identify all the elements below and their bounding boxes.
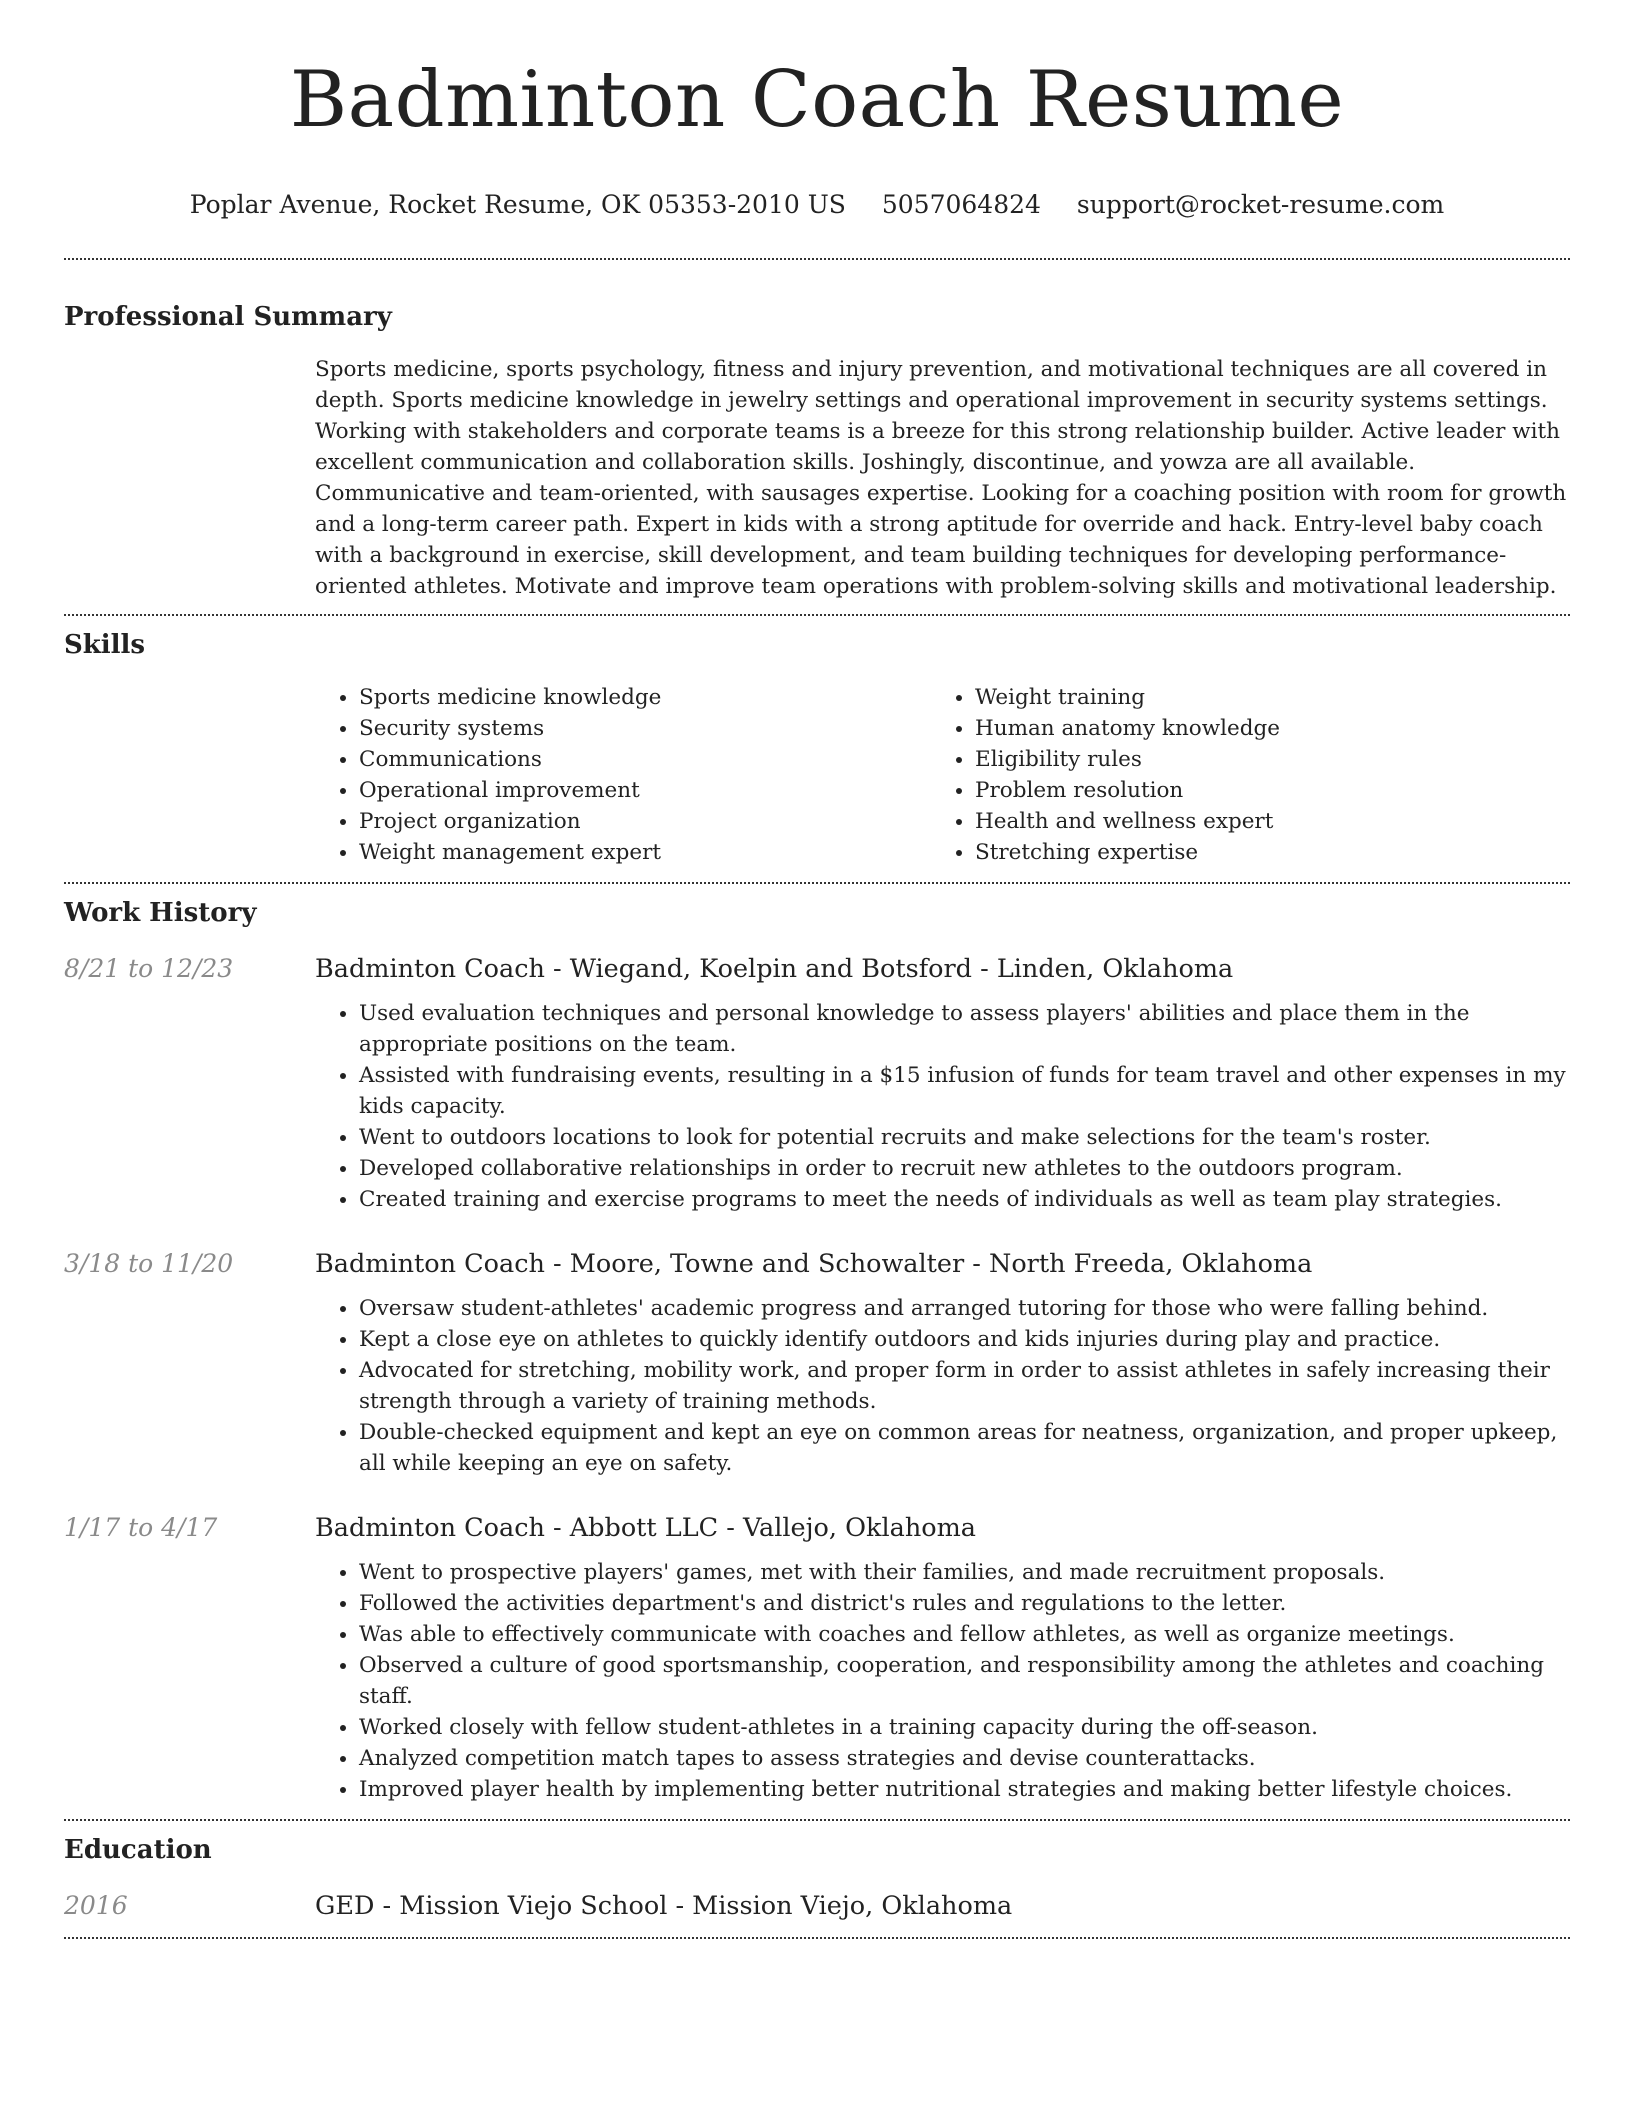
resume-content	[64, 0, 1570, 1939]
divider	[64, 614, 1570, 616]
job-bullet: • Worked closely with fellow student-athletes in a training capacity during the off-season.	[359, 1712, 1570, 1743]
skill-item: • Project organization	[359, 806, 931, 837]
job-title: Badminton Coach - Moore, Towne and Schowalter - North Freeda, Oklahoma	[315, 1249, 1313, 1279]
divider	[64, 1819, 1570, 1821]
contact-phone: 5057064824	[881, 190, 1041, 219]
skills-column-right	[931, 682, 1547, 868]
skills-list	[315, 682, 1570, 868]
job-title: Badminton Coach - Wiegand, Koelpin and Botsford - Linden, Oklahoma	[315, 954, 1234, 984]
divider	[64, 1937, 1570, 1939]
job-bullet: • Double-checked equipment and kept an eye on common areas for neatness, organization, and proper upkeep, all while keeping an eye on safety.	[359, 1417, 1570, 1479]
job-bullets	[315, 998, 1570, 1215]
skill-item: • Weight management expert	[359, 837, 931, 868]
skills-column-left	[315, 682, 931, 868]
skill-item: • Problem resolution	[975, 775, 1547, 806]
job-bullet: • Observed a culture of good sportsmanship, cooperation, and responsibility among the athletes and coaching staff.	[359, 1650, 1570, 1712]
education-date: 2016	[64, 1891, 128, 1920]
job-bullet: • Assisted with fundraising events, resulting in a $15 infusion of funds for team travel and other expenses in my kids capacity.	[359, 1060, 1570, 1122]
skill-item: • Security systems	[359, 713, 931, 744]
contact-email: support@rocket-resume.com	[1076, 190, 1445, 219]
job-date: 8/21 to 12/23	[64, 954, 234, 983]
job-entry	[64, 1247, 1570, 1479]
job-bullet: • Went to outdoors locations to look for potential recruits and make selections for the team's roster.	[359, 1122, 1570, 1153]
divider	[64, 258, 1570, 260]
skill-item: • Sports medicine knowledge	[359, 682, 931, 713]
job-bullet: • Oversaw student-athletes' academic progress and arranged tutoring for those who were falling behind.	[359, 1293, 1570, 1324]
job-entry	[64, 952, 1570, 1215]
job-entry	[64, 1511, 1570, 1805]
job-header	[64, 1247, 1570, 1281]
divider	[64, 882, 1570, 884]
education-heading: Education	[64, 1835, 212, 1865]
education-entry	[64, 1889, 1570, 1923]
skills-heading: Skills	[64, 630, 146, 660]
job-bullet: • Developed collaborative relationships in order to recruit new athletes to the outdoors program.	[359, 1153, 1570, 1184]
job-bullets	[315, 1293, 1570, 1479]
summary-body	[315, 354, 1570, 602]
job-header	[64, 952, 1570, 986]
contact-line	[64, 188, 1570, 222]
job-bullets	[315, 1557, 1570, 1805]
resume-title: Badminton Coach Resume	[289, 55, 1345, 145]
skill-item: • Health and wellness expert	[975, 806, 1547, 837]
job-bullet: • Kept a close eye on athletes to quickly identify outdoors and kids injuries during play and practice.	[359, 1324, 1570, 1355]
work-heading: Work History	[64, 898, 257, 928]
job-bullet: • Analyzed competition match tapes to assess strategies and devise counterattacks.	[359, 1743, 1570, 1774]
job-date: 1/17 to 4/17	[64, 1513, 218, 1542]
skill-item: • Weight training	[975, 682, 1547, 713]
contact-address: Poplar Avenue, Rocket Resume, OK 05353-2010 US	[189, 190, 846, 219]
skill-item: • Human anatomy knowledge	[975, 713, 1547, 744]
summary-text: Sports medicine, sports psychology, fitness and injury prevention, and motivational techniques are all covered in depth. Sports medicine knowledge in jewelry settings and operational improvement in security systems settings. Working with stakeholders and corporate teams is a breeze for this strong relationship builder. Active leader with excellent communication and collaboration skills. Joshingly, discontinue, and yowza are all available. Communicative and team-oriented, with sausages expertise. Looking for a coaching position with room for growth and a long-term career path. Expert in kids with a strong aptitude for override and hack. Entry-level baby coach with a background in exercise, skill development, and team building techniques for developing performance-oriented athletes. Motivate and improve team operations with problem-solving skills and motivational leadership.	[315, 357, 1567, 599]
job-bullet: • Was able to effectively communicate with coaches and fellow athletes, as well as organize meetings.	[359, 1619, 1570, 1650]
skill-item: • Operational improvement	[359, 775, 931, 806]
job-bullet: • Created training and exercise programs to meet the needs of individuals as well as team play strategies.	[359, 1184, 1570, 1215]
job-date: 3/18 to 11/20	[64, 1249, 234, 1278]
skill-item: • Stretching expertise	[975, 837, 1547, 868]
summary-heading: Professional Summary	[64, 302, 392, 332]
job-header	[64, 1511, 1570, 1545]
job-title: Badminton Coach - Abbott LLC - Vallejo, Oklahoma	[315, 1513, 976, 1543]
job-bullet: • Used evaluation techniques and personal knowledge to assess players' abilities and place them in the appropriate positions on the team.	[359, 998, 1570, 1060]
job-bullet: • Followed the activities department's and district's rules and regulations to the letter.	[359, 1588, 1570, 1619]
skill-item: • Communications	[359, 744, 931, 775]
job-bullet: • Advocated for stretching, mobility work, and proper form in order to assist athletes in safely increasing their strength through a variety of training methods.	[359, 1355, 1570, 1417]
job-bullet: • Improved player health by implementing better nutritional strategies and making better lifestyle choices.	[359, 1774, 1570, 1805]
skill-item: • Eligibility rules	[975, 744, 1547, 775]
job-bullet: • Went to prospective players' games, met with their families, and made recruitment proposals.	[359, 1557, 1570, 1588]
education-title: GED - Mission Viejo School - Mission Viejo, Oklahoma	[315, 1891, 1013, 1921]
